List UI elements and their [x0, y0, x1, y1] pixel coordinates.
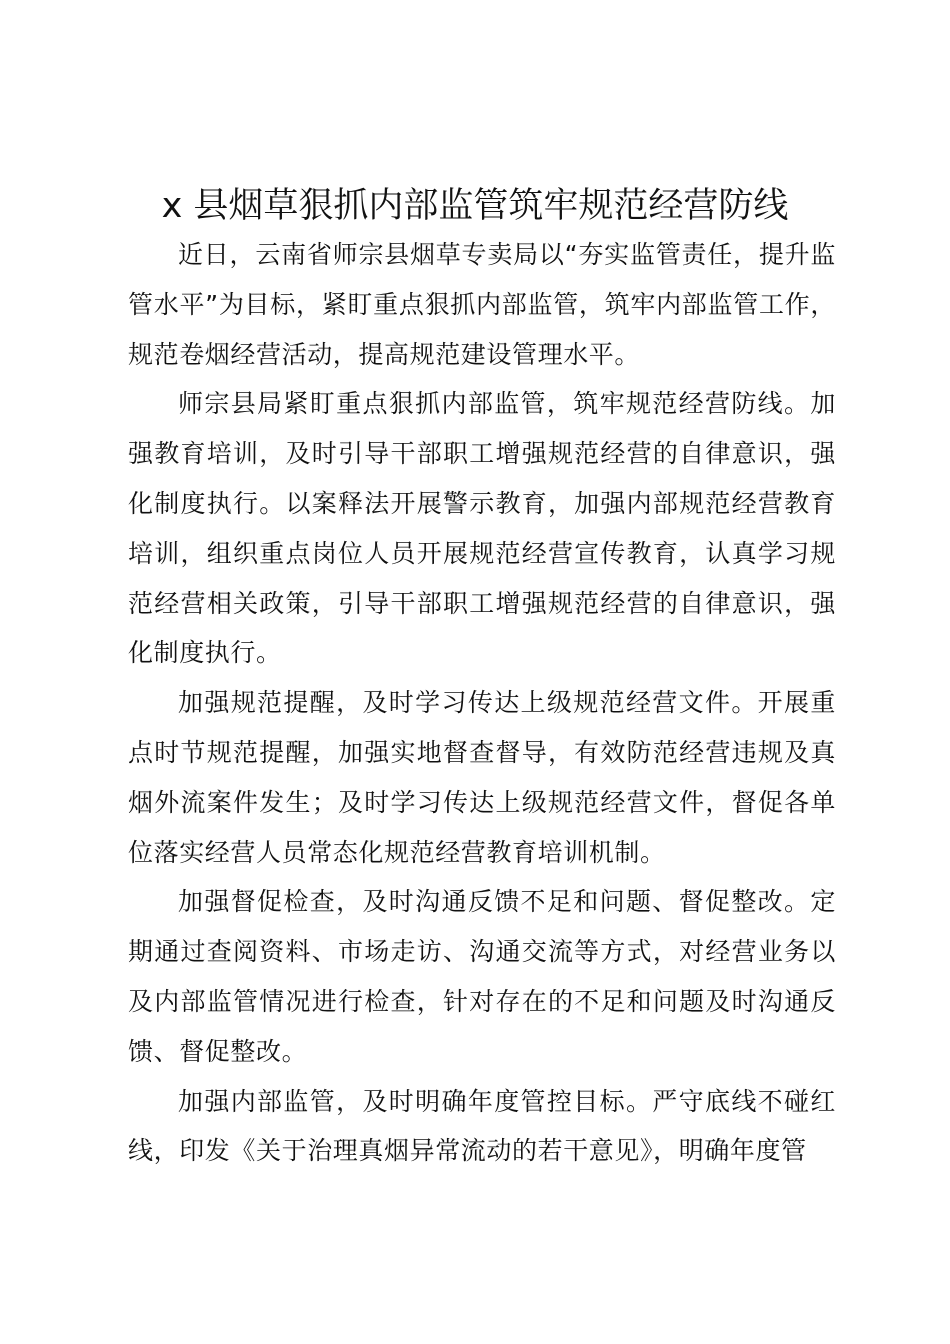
paragraph-4: 加强督促检查，及时沟通反馈不足和问题、督促整改。定期通过查阅资料、市场走访、沟通交流等方式，对经营业务以及内部监管情况进行检查，针对存在的不足和问题及时沟通反馈、督促整改。: [128, 887, 836, 1066]
paragraph-2: 师宗县局紧盯重点狠抓内部监管，筑牢规范经营防线。加强教育培训，及时引导干部职工增强规范经营的自律意识，强化制度执行。以案释法开展警示教育，加强内部规范经营教育培训，组织重点岗位人员开展规范经营宣传教育，认真学习规范经营相关政策，引导干部职工增强规范经营的自律意识，强化制度执行。: [128, 389, 836, 668]
document-body: [128, 230, 836, 1176]
paragraph-1: 近日，云南省师宗县烟草专卖局以“夯实监管责任，提升监管水平”为目标，紧盯重点狠抓内部监管，筑牢内部监管工作，规范卷烟经营活动，提高规范建设管理水平。: [128, 240, 836, 369]
paragraph-3: 加强规范提醒，及时学习传达上级规范经营文件。开展重点时节规范提醒，加强实地督查督导，有效防范经营违规及真烟外流案件发生；及时学习传达上级规范经营文件，督促各单位落实经营人员常态化规范经营教育培训机制。: [128, 688, 836, 867]
paragraph-5: 加强内部监管，及时明确年度管控目标。严守底线不碰红线，印发《关于治理真烟异常流动的若干意见》，明确年度管: [128, 1086, 836, 1166]
document-title: x 县烟草狠抓内部监管筑牢规范经营防线: [161, 186, 789, 226]
